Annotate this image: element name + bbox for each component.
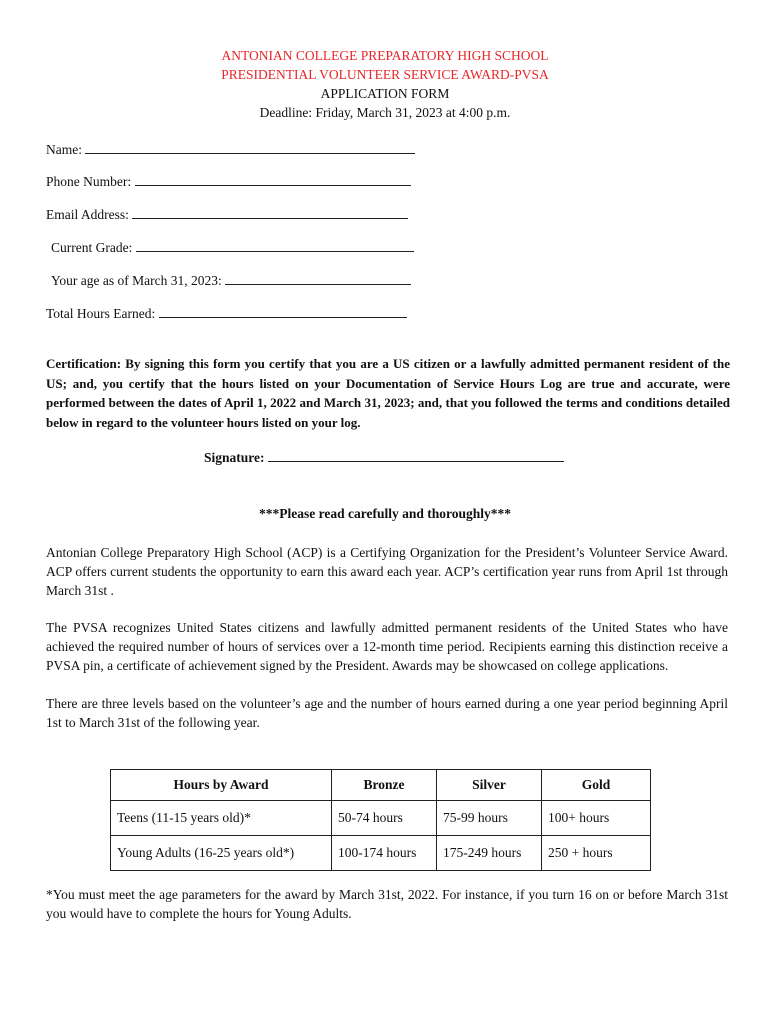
table-cell: 250 + hours <box>542 836 651 871</box>
table-cell: Teens (11-15 years old)* <box>111 801 332 836</box>
name-field[interactable] <box>46 142 415 158</box>
table-cell: 75-99 hours <box>437 801 542 836</box>
signature-line[interactable] <box>268 451 564 462</box>
email-line[interactable] <box>132 208 408 219</box>
hours-field[interactable] <box>46 306 407 322</box>
age-line[interactable] <box>225 274 411 285</box>
paragraph-levels: There are three levels based on the volunteer’s age and the number of hours earned during a one year period beginning April 1st to March 31st of the following year. <box>46 696 728 730</box>
grade-field[interactable] <box>51 240 414 256</box>
table-header: Silver <box>437 770 542 801</box>
table-cell: 50-74 hours <box>332 801 437 836</box>
age-label: Your age as of March 31, 2023: <box>51 273 222 288</box>
age-field[interactable] <box>51 273 411 289</box>
age-footnote: *You must meet the age parameters for the award by March 31st, 2022. For instance, if you turn 16 on or before March 31st you would have to complete the hours for Young Adults. <box>46 887 728 921</box>
read-carefully-notice: ***Please read carefully and thoroughly*** <box>258 506 511 521</box>
email-field[interactable] <box>46 207 408 223</box>
table-cell: Young Adults (16-25 years old*) <box>111 836 332 871</box>
hours-line[interactable] <box>159 307 407 318</box>
signature-field[interactable] <box>204 450 564 466</box>
hours-label: Total Hours Earned: <box>46 306 156 321</box>
phone-line[interactable] <box>135 175 411 186</box>
award-name: PRESIDENTIAL VOLUNTEER SERVICE AWARD-PVSA <box>221 67 549 82</box>
grade-line[interactable] <box>136 241 414 252</box>
phone-field[interactable] <box>46 174 411 190</box>
form-title: APPLICATION FORM <box>320 86 450 101</box>
school-name: ANTONIAN COLLEGE PREPARATORY HIGH SCHOOL <box>221 48 549 63</box>
name-label: Name: <box>46 142 82 157</box>
table-cell: 100+ hours <box>542 801 651 836</box>
table-header: Gold <box>542 770 651 801</box>
phone-label: Phone Number: <box>46 174 132 189</box>
table-header-row <box>111 770 651 801</box>
signature-label: Signature: <box>204 450 265 465</box>
table-row <box>111 801 651 836</box>
table-row <box>111 836 651 871</box>
table-header: Bronze <box>332 770 437 801</box>
deadline: Deadline: Friday, March 31, 2023 at 4:00 p.m. <box>259 105 511 120</box>
email-label: Email Address: <box>46 207 129 222</box>
table-cell: 100-174 hours <box>332 836 437 871</box>
certification-text: Certification: By signing this form you certify that you are a US citizen or a lawfully admitted permanent resident of the US; and, you certify that the hours listed on your Documentation of Service Hours Log are true and accurate, were performed between the dates of April 1, 2022 and March 31, 2023; and, that you followed the terms and conditions detailed below in regard to the volunteer hours listed on your log. <box>46 356 730 430</box>
award-levels-table <box>110 769 651 871</box>
name-line[interactable] <box>85 143 415 154</box>
table-cell: 175-249 hours <box>437 836 542 871</box>
grade-label: Current Grade: <box>51 240 133 255</box>
table-header: Hours by Award <box>111 770 332 801</box>
paragraph-pvsa: The PVSA recognizes United States citizens and lawfully admitted permanent residents of the United States who have achieved the required number of hours of services over a 12-month time period. Recipients earning this distinction receive a PVSA pin, a certificate of achievement signed by the President. Awards may be showcased on college applications. <box>46 620 728 673</box>
paragraph-acp: Antonian College Preparatory High School (ACP) is a Certifying Organization for the President’s Volunteer Service Award. ACP offers current students the opportunity to earn this award each year. ACP’s certification year runs from April 1st through March 31st . <box>46 545 728 598</box>
form-header <box>0 46 770 122</box>
